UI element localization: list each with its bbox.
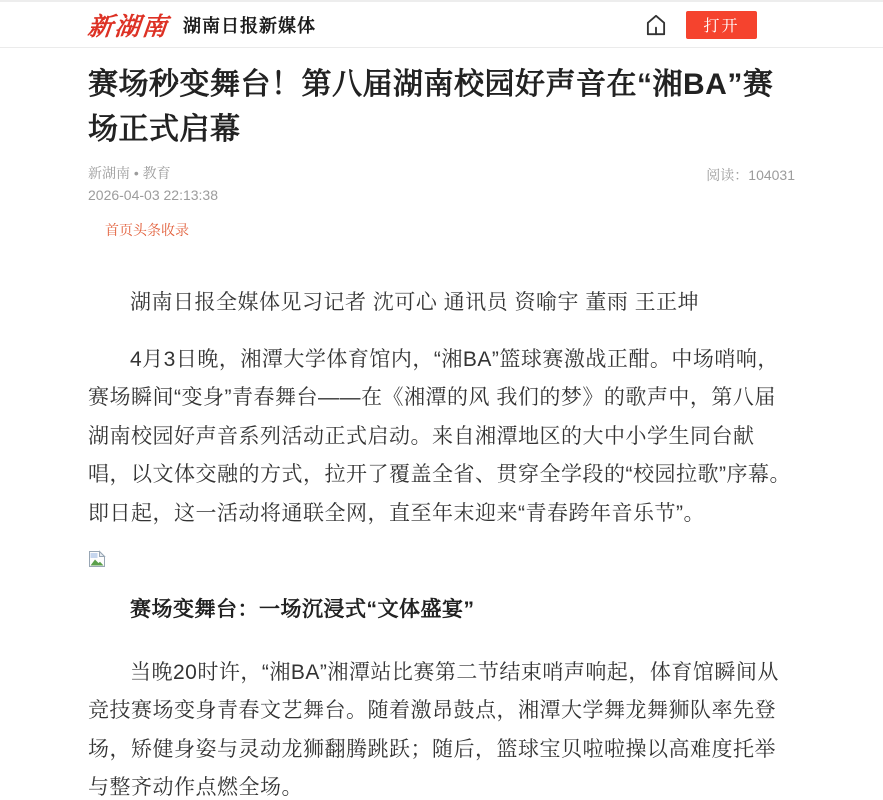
source-category: 新湖南 • 教育 <box>88 165 171 181</box>
byline: 湖南日报全媒体见习记者 沈可心 通讯员 资喻宇 董雨 王正坤 <box>130 291 700 314</box>
home-icon <box>643 12 669 38</box>
article-title: 赛场秒变舞台！第八届湖南校园好声音在“湘BA”赛场正式启幕 <box>88 68 774 146</box>
home-button[interactable] <box>642 11 670 39</box>
paragraph-2: 当晚20时许，“湘BA”湘潭站比赛第二节结束哨声响起，体育馆瞬间从竞技赛场变身青春文艺舞台。随着激昂鼓点，湘潭大学舞龙舞狮队率先登场，矫健身姿与灵动龙狮翻腾跳跃；随后，篮球宝贝啦啦操以高难度托举与整齐动作点燃全场。 <box>88 660 779 799</box>
read-count-value: 104031 <box>748 167 795 183</box>
meta-source-block <box>88 162 218 206</box>
broken-image-placeholder <box>88 543 795 561</box>
article-meta <box>88 162 795 206</box>
open-app-button[interactable]: 打开 <box>686 11 757 39</box>
app-header <box>0 2 883 48</box>
publish-time: 2026-04-03 22:13:38 <box>88 187 218 203</box>
paragraph-1: 4月3日晚，湘潭大学体育馆内，“湘BA”篮球赛激战正酣。中场哨响，赛场瞬间“变身”青春舞台——在《湘潭的风 我们的梦》的歌声中，第八届湖南校园好声音系列活动正式启动。来自湘潭地区的大中小学生同台献唱，以文体交融的方式，拉开了覆盖全省、贯穿全学段的“校园拉歌”序幕。即日起，这一活动将通联全网，直至年末迎来“青春跨年音乐节”。 <box>88 347 791 525</box>
broken-image-icon <box>88 550 106 568</box>
article <box>0 62 883 800</box>
article-body <box>88 284 795 800</box>
read-count-label: 阅读： <box>706 167 749 183</box>
brand-text: 湖南日报新媒体 <box>183 15 317 36</box>
headline-collection-link[interactable]: 首页头条收录 <box>105 222 189 238</box>
section-subheading: 赛场变舞台：一场沉浸式“文体盛宴” <box>130 598 475 621</box>
read-count <box>706 162 795 186</box>
xinhunan-logo[interactable]: 新湖南 <box>86 12 171 41</box>
